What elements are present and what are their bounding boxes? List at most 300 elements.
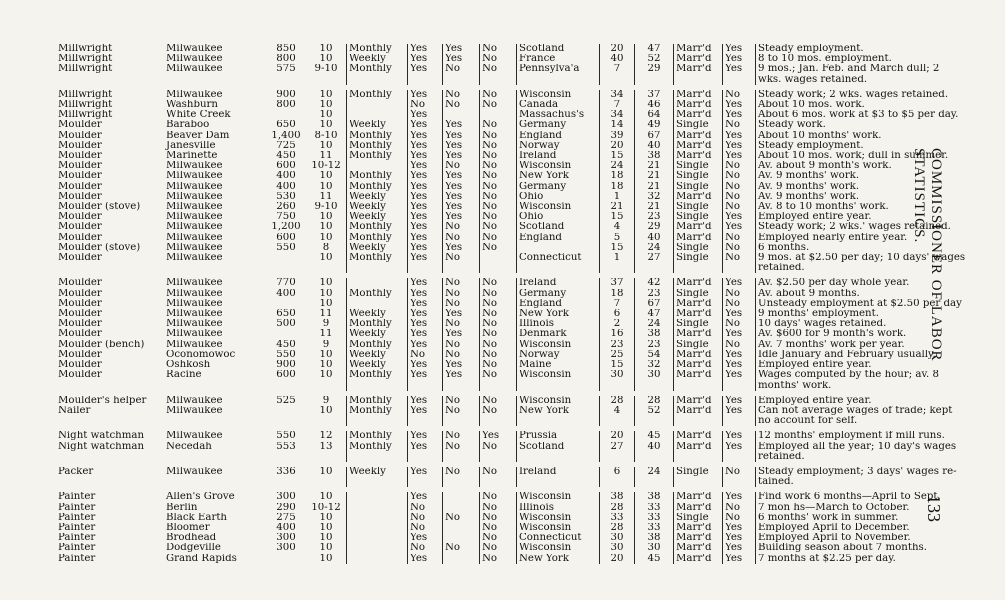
- table-cell: 28: [600, 523, 635, 533]
- table-cell: 34: [600, 90, 635, 100]
- table-cell: Moulder (bench): [58, 339, 145, 350]
- table-cell: 1,200: [271, 222, 301, 233]
- table-cell: Painter: [58, 543, 96, 554]
- table-cell: 8 to 10 mos. employment.: [756, 54, 968, 64]
- table-cell: 39: [600, 131, 635, 141]
- table-cell: 553: [276, 441, 296, 452]
- table-cell: Milwaukee: [166, 466, 223, 477]
- table-cell: 800: [276, 100, 296, 111]
- table-cell: Packer: [58, 466, 94, 477]
- table-cell: Yes: [723, 212, 756, 222]
- table-cell: Weekly: [347, 54, 408, 64]
- table-cell: New York: [517, 171, 600, 181]
- table-cell: Single: [674, 182, 723, 192]
- table-cell: Yes: [443, 192, 480, 202]
- table-cell: 10: [319, 288, 333, 299]
- table-cell: [443, 523, 480, 533]
- table-cell: No: [480, 278, 517, 288]
- table-cell: Moulder: [58, 370, 102, 381]
- table-cell: Canada: [517, 100, 600, 110]
- table-cell: 24: [635, 319, 674, 329]
- table-cell: [480, 75, 517, 85]
- table-row: [56, 554, 967, 564]
- table-cell: Moulder: [58, 161, 102, 172]
- table-row: [56, 44, 967, 54]
- table-cell: Marr'd: [674, 503, 723, 513]
- table-cell: 18: [600, 289, 635, 299]
- table-cell: [517, 381, 600, 391]
- table-row: [56, 253, 967, 263]
- table-cell: Yes: [408, 442, 443, 452]
- table-cell: Marr'd: [674, 533, 723, 543]
- table-cell: Yes: [408, 299, 443, 309]
- table-cell: 400: [276, 171, 296, 182]
- table-cell: Weekly: [347, 350, 408, 360]
- table-cell: Pennsylva'a: [517, 64, 600, 74]
- table-cell: Yes: [443, 243, 480, 253]
- table-cell: No: [480, 100, 517, 110]
- table-cell: Yes: [443, 120, 480, 130]
- table-cell: Yes: [408, 120, 443, 130]
- table-cell: Massachus's: [517, 110, 600, 120]
- table-cell: 1: [600, 253, 635, 263]
- table-cell: Oshkosh: [166, 360, 211, 371]
- table-cell: Millwright: [58, 89, 113, 100]
- table-cell: Milwaukee: [166, 395, 223, 406]
- table-cell: Milwaukee: [166, 202, 223, 213]
- table-cell: [443, 75, 480, 85]
- table-cell: No: [480, 161, 517, 171]
- table-cell: Monthly: [347, 396, 408, 406]
- table-cell: Single: [674, 120, 723, 130]
- table-cell: No: [480, 212, 517, 222]
- table-cell: Yes: [408, 370, 443, 380]
- table-cell: [480, 381, 517, 391]
- table-cell: 23: [635, 289, 674, 299]
- table-cell: Wisconsin: [517, 543, 600, 553]
- table-cell: Marr'd: [674, 554, 723, 564]
- table-cell: [443, 477, 480, 487]
- table-cell: [674, 263, 723, 273]
- table-cell: [56, 416, 164, 426]
- table-cell: Millwright: [58, 64, 113, 75]
- table-cell: Monthly: [347, 222, 408, 232]
- table-cell: Yes: [408, 396, 443, 406]
- table-cell: Norway: [517, 350, 600, 360]
- table-cell: 28: [600, 503, 635, 513]
- table-cell: 9 mos.; Jan. Feb. and March dull; 2: [756, 64, 968, 74]
- table-cell: Marr'd: [674, 442, 723, 452]
- table-cell: Connecticut: [517, 533, 600, 543]
- table-cell: Wisconsin: [517, 202, 600, 212]
- table-cell: Single: [674, 161, 723, 171]
- table-cell: [347, 452, 408, 462]
- table-cell: 20: [600, 431, 635, 441]
- table-cell: [164, 477, 266, 487]
- table-cell: 33: [600, 513, 635, 523]
- table-cell: Racine: [166, 370, 202, 381]
- table-cell: Monthly: [347, 151, 408, 161]
- table-cell: [723, 263, 756, 273]
- table-cell: 600: [276, 370, 296, 381]
- table-cell: [408, 452, 443, 462]
- table-cell: No: [480, 554, 517, 564]
- table-cell: [164, 75, 266, 85]
- table-row: [56, 171, 967, 181]
- table-row: [56, 222, 967, 232]
- table-cell: Steady work; 2 wks. wages retained.: [756, 90, 968, 100]
- table-cell: No: [723, 253, 756, 263]
- table-cell: 6: [600, 467, 635, 477]
- table-cell: [517, 243, 600, 253]
- table-cell: 6 months' work in summer.: [756, 513, 968, 523]
- table-cell: Yes: [443, 171, 480, 181]
- table-cell: Oconomowoc: [166, 349, 236, 360]
- table-cell: No: [480, 243, 517, 253]
- table-cell: Yes: [723, 523, 756, 533]
- table-cell: No: [443, 253, 480, 263]
- table-cell: Moulder: [58, 329, 102, 340]
- table-cell: Yes: [723, 278, 756, 288]
- table-cell: Millwright: [58, 110, 113, 121]
- table-cell: 8-10: [314, 130, 338, 141]
- table-cell: Yes: [443, 360, 480, 370]
- table-cell: Milwaukee: [166, 191, 223, 202]
- table-cell: Steady employment; 3 days' wages re-: [756, 467, 968, 477]
- table-cell: Marr'd: [674, 90, 723, 100]
- table-cell: Milwaukee: [166, 181, 223, 192]
- table-cell: Moulder: [58, 222, 102, 233]
- table-cell: Weekly: [347, 192, 408, 202]
- table-cell: [723, 477, 756, 487]
- table-cell: 30: [600, 543, 635, 553]
- table-cell: Yes: [723, 131, 756, 141]
- table-cell: [600, 75, 635, 85]
- table-cell: 27: [635, 253, 674, 263]
- table-cell: Illinois: [517, 319, 600, 329]
- table-cell: New York: [517, 309, 600, 319]
- table-cell: Milwaukee: [166, 232, 223, 243]
- table-cell: Yes: [408, 319, 443, 329]
- table-cell: 450: [276, 339, 296, 350]
- table-cell: No: [723, 340, 756, 350]
- table-cell: Yes: [408, 431, 443, 441]
- table-cell: 9: [322, 319, 330, 330]
- table-row: [56, 90, 967, 100]
- table-cell: Milwaukee: [166, 44, 223, 54]
- table-cell: New York: [517, 554, 600, 564]
- table-cell: Painter: [58, 502, 96, 513]
- table-cell: [408, 263, 443, 273]
- table-cell: Painter: [58, 522, 96, 533]
- table-cell: 67: [635, 131, 674, 141]
- table-cell: [266, 299, 306, 309]
- table-cell: 550: [276, 242, 296, 253]
- table-cell: [517, 263, 600, 273]
- table-cell: 33: [635, 523, 674, 533]
- table-cell: Connecticut: [517, 253, 600, 263]
- table-cell: 9-10: [314, 202, 338, 213]
- table-cell: Yes: [443, 131, 480, 141]
- table-cell: Yes: [723, 329, 756, 339]
- table-cell: Can not average wages of trade; kept: [756, 406, 968, 416]
- table-cell: 650: [276, 120, 296, 131]
- table-cell: Moulder: [58, 278, 102, 289]
- table-cell: wks. wages retained.: [756, 75, 968, 85]
- table-cell: Yes: [723, 44, 756, 54]
- table-cell: No: [408, 100, 443, 110]
- table-cell: Moulder: [58, 171, 102, 182]
- table-cell: Moulder: [58, 309, 102, 320]
- table-cell: 45: [635, 431, 674, 441]
- table-cell: Yes: [408, 64, 443, 74]
- table-cell: 42: [635, 278, 674, 288]
- table-cell: [635, 75, 674, 85]
- table-cell: [56, 452, 164, 462]
- table-cell: No: [723, 243, 756, 253]
- table-cell: 16: [600, 329, 635, 339]
- table-cell: Moulder: [58, 349, 102, 360]
- table-cell: 10: [319, 100, 333, 111]
- table-cell: 8: [322, 242, 330, 253]
- table-cell: [266, 381, 306, 391]
- table-cell: Employed April to December.: [756, 523, 968, 533]
- table-cell: Marr'd: [674, 54, 723, 64]
- table-cell: Wisconsin: [517, 161, 600, 171]
- table-cell: [347, 416, 408, 426]
- table-cell: [266, 406, 306, 416]
- table-cell: 30: [600, 370, 635, 380]
- table-cell: England: [517, 131, 600, 141]
- table-cell: Weekly: [347, 309, 408, 319]
- table-cell: 725: [276, 140, 296, 151]
- table-cell: Marr'd: [674, 360, 723, 370]
- table-cell: No: [443, 406, 480, 416]
- table-cell: [443, 554, 480, 564]
- table-cell: Unsteady employment at $2.50 per day: [756, 299, 968, 309]
- table-row: [56, 182, 967, 192]
- table-cell: Yes: [408, 171, 443, 181]
- table-cell: [266, 263, 306, 273]
- table-cell: 275: [276, 512, 296, 523]
- table-cell: 29: [635, 64, 674, 74]
- table-cell: 10: [319, 492, 333, 503]
- table-row: [56, 309, 967, 319]
- table-cell: Marr'd: [674, 350, 723, 360]
- table-cell: Weekly: [347, 329, 408, 339]
- table-cell: France: [517, 54, 600, 64]
- table-cell: 40: [635, 442, 674, 452]
- table-cell: 20: [600, 141, 635, 151]
- table-cell: [408, 381, 443, 391]
- table-cell: Single: [674, 171, 723, 181]
- table-cell: [480, 416, 517, 426]
- table-cell: 10: [319, 360, 333, 371]
- table-cell: Moulder: [58, 140, 102, 151]
- table-cell: 550: [276, 431, 296, 442]
- table-cell: Marr'd: [674, 431, 723, 441]
- table-cell: Yes: [443, 151, 480, 161]
- table-cell: 500: [276, 319, 296, 330]
- table-cell: Moulder: [58, 253, 102, 264]
- table-cell: No: [443, 161, 480, 171]
- table-cell: Milwaukee: [166, 319, 223, 330]
- table-cell: Marr'd: [674, 151, 723, 161]
- table-cell: Marr'd: [674, 543, 723, 553]
- table-cell: White Creek: [166, 110, 231, 121]
- table-cell: Milwaukee: [166, 298, 223, 309]
- table-cell: [600, 477, 635, 487]
- table-cell: [723, 381, 756, 391]
- table-cell: Millwright: [58, 44, 113, 54]
- table-cell: Yes: [723, 406, 756, 416]
- table-cell: Yes: [443, 182, 480, 192]
- table-cell: Yes: [723, 100, 756, 110]
- table-cell: No: [723, 289, 756, 299]
- table-cell: 10: [319, 553, 333, 564]
- table-cell: Monthly: [347, 289, 408, 299]
- table-cell: 29: [635, 222, 674, 232]
- table-cell: 14: [600, 120, 635, 130]
- table-cell: Marinette: [166, 151, 218, 162]
- table-cell: [266, 75, 306, 85]
- table-cell: 400: [276, 181, 296, 192]
- table-cell: 400: [276, 522, 296, 533]
- table-cell: Yes: [408, 90, 443, 100]
- table-row: [56, 360, 967, 370]
- table-cell: Yes: [723, 141, 756, 151]
- table-cell: 38: [635, 492, 674, 502]
- table-cell: 32: [635, 360, 674, 370]
- table-cell: 10 days' wages retained.: [756, 319, 968, 329]
- table-cell: Yes: [408, 202, 443, 212]
- table-cell: Moulder: [58, 120, 102, 131]
- page-number: 133: [924, 495, 944, 522]
- table-cell: Employed all the year; 10 day's wages: [756, 442, 968, 452]
- table-cell: [306, 263, 347, 273]
- table-cell: Monthly: [347, 90, 408, 100]
- table-cell: Av. 7 months' work per year.: [756, 340, 968, 350]
- table-cell: 15: [600, 212, 635, 222]
- table-cell: Av. 8 to 10 months' work.: [756, 202, 968, 212]
- table-cell: Av. 9 months' work.: [756, 182, 968, 192]
- table-cell: Millwright: [58, 54, 113, 65]
- table-cell: 9 mos. at $2.50 per day; 10 days' wages: [756, 253, 968, 263]
- table-cell: Yes: [723, 442, 756, 452]
- table-cell: 10: [319, 89, 333, 100]
- table-cell: Night watchman: [58, 441, 145, 452]
- table-cell: No: [480, 64, 517, 74]
- table-cell: [266, 253, 306, 263]
- table-cell: 20: [600, 44, 635, 54]
- table-cell: Employed nearly entire year.: [756, 233, 968, 243]
- table-cell: [56, 75, 164, 85]
- table-cell: No: [408, 503, 443, 513]
- table-cell: 38: [635, 329, 674, 339]
- table-cell: Find work 6 months—April to Sept.: [756, 492, 968, 502]
- table-row: [56, 192, 967, 202]
- table-row: [56, 381, 967, 391]
- table-cell: [347, 503, 408, 513]
- table-cell: Yes: [408, 340, 443, 350]
- table-cell: 54: [635, 350, 674, 360]
- table-cell: [443, 533, 480, 543]
- table-row: [56, 100, 967, 110]
- table-cell: tained.: [756, 477, 968, 487]
- table-cell: Yes: [408, 222, 443, 232]
- table-cell: Single: [674, 467, 723, 477]
- table-cell: [347, 543, 408, 553]
- table-cell: [723, 416, 756, 426]
- table-cell: No: [723, 161, 756, 171]
- table-cell: Milwaukee: [166, 339, 223, 350]
- table-cell: Ohio: [517, 192, 600, 202]
- table-cell: [517, 477, 600, 487]
- table-cell: Allen's Grove: [166, 492, 235, 503]
- table-cell: Marr'd: [674, 110, 723, 120]
- table-cell: [266, 329, 306, 339]
- table-cell: 4: [600, 222, 635, 232]
- table-cell: 4: [600, 406, 635, 416]
- table-cell: 9 months' employment.: [756, 309, 968, 319]
- table-cell: 10: [319, 232, 333, 243]
- table-cell: Ireland: [517, 278, 600, 288]
- table-cell: 5: [600, 233, 635, 243]
- table-cell: [517, 416, 600, 426]
- table-cell: Marr'd: [674, 406, 723, 416]
- table-cell: 300: [276, 492, 296, 503]
- table-cell: [517, 75, 600, 85]
- table-cell: No: [443, 90, 480, 100]
- table-cell: Prussia: [517, 431, 600, 441]
- table-cell: [480, 452, 517, 462]
- table-cell: Single: [674, 340, 723, 350]
- table-cell: [306, 381, 347, 391]
- table-cell: 900: [276, 360, 296, 371]
- table-cell: Av. about 9 month's work.: [756, 161, 968, 171]
- table-cell: No: [723, 299, 756, 309]
- table-cell: Monthly: [347, 141, 408, 151]
- table-cell: 10: [319, 222, 333, 233]
- table-row: [56, 299, 967, 309]
- table-cell: No: [480, 141, 517, 151]
- table-cell: No: [443, 222, 480, 232]
- table-cell: Yes: [723, 370, 756, 380]
- table-cell: Monthly: [347, 431, 408, 441]
- table-cell: [306, 416, 347, 426]
- table-cell: Yes: [408, 533, 443, 543]
- table-cell: 21: [635, 171, 674, 181]
- table-cell: 38: [635, 533, 674, 543]
- table-cell: 32: [635, 192, 674, 202]
- table-cell: Germany: [517, 182, 600, 192]
- table-cell: No: [443, 100, 480, 110]
- table-cell: No: [443, 350, 480, 360]
- table-row: [56, 263, 967, 273]
- table-row: [56, 131, 967, 141]
- table-cell: Yes: [408, 110, 443, 120]
- table-cell: [56, 381, 164, 391]
- table-cell: [674, 452, 723, 462]
- table-cell: 21: [635, 182, 674, 192]
- table-cell: Single: [674, 202, 723, 212]
- table-cell: Milwaukee: [166, 278, 223, 289]
- table-row: [56, 151, 967, 161]
- table-cell: No: [443, 278, 480, 288]
- table-cell: No: [443, 64, 480, 74]
- table-cell: Scotland: [517, 442, 600, 452]
- table-cell: Single: [674, 319, 723, 329]
